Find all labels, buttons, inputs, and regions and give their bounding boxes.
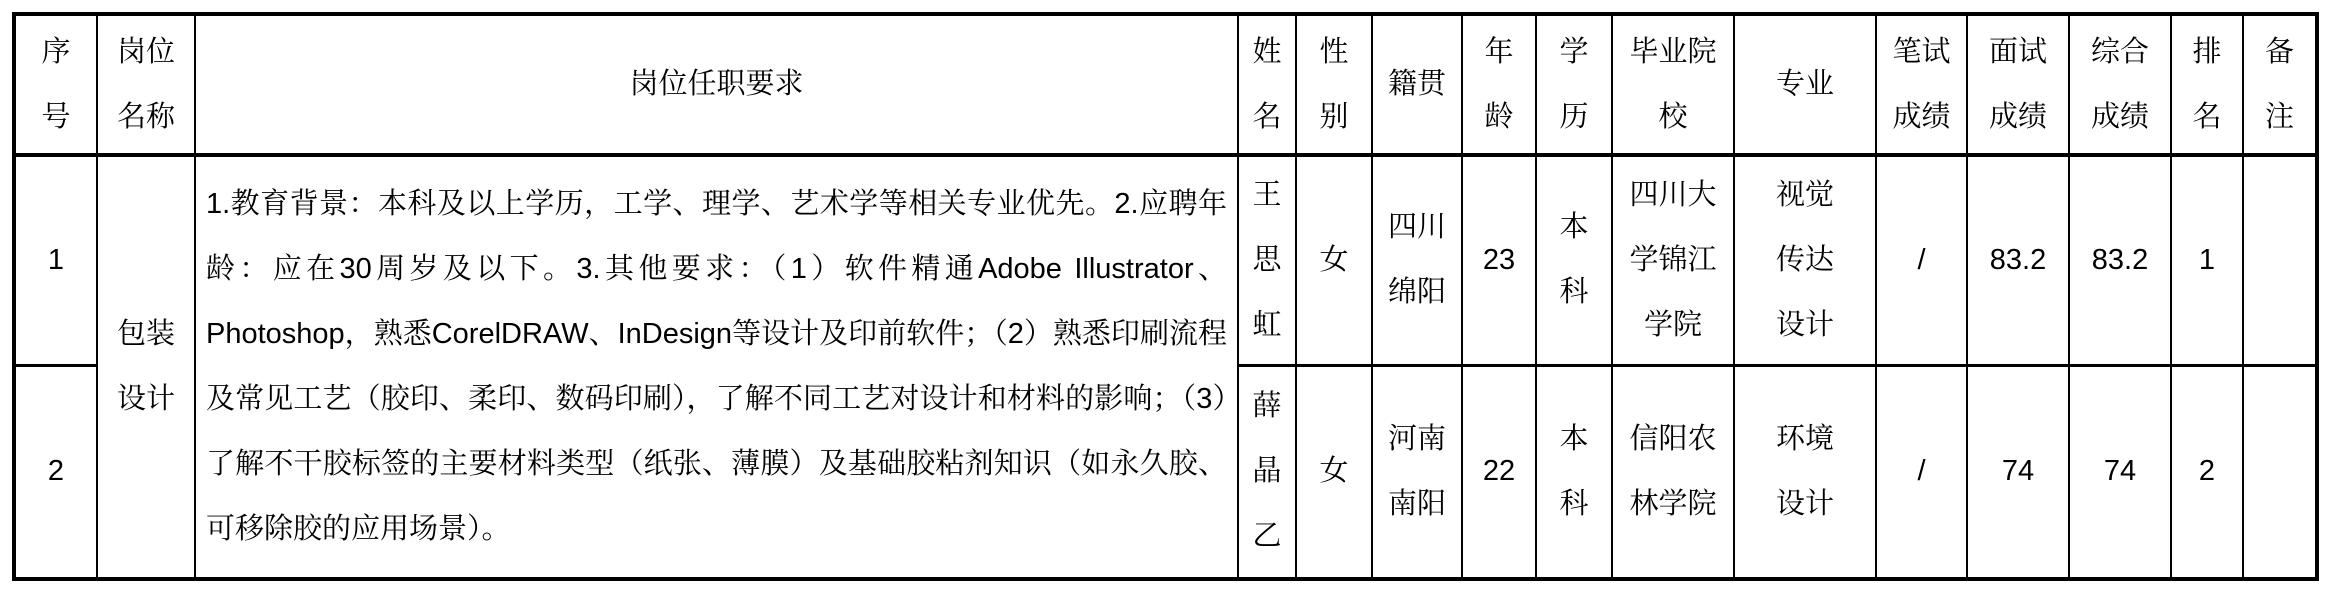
cell-rank: 2 xyxy=(2171,365,2243,579)
col-header-name-label: 姓名 xyxy=(1252,35,1282,133)
col-header-rank xyxy=(2171,14,2243,155)
cell-gender xyxy=(1296,155,1372,365)
col-header-overall-score-label: 综合成绩 xyxy=(2090,35,2149,133)
cell-age: 22 xyxy=(1462,365,1536,579)
cell-name xyxy=(1238,155,1296,365)
table-header-row xyxy=(14,14,2317,155)
school-text: 信阳农林学院 xyxy=(1629,422,1717,520)
cell-major xyxy=(1734,155,1876,365)
native-place-text: 河南南阳 xyxy=(1387,422,1446,520)
col-header-school-label: 毕业院校 xyxy=(1629,35,1717,133)
cell-native-place xyxy=(1372,155,1462,365)
col-header-gender-label: 性别 xyxy=(1319,35,1349,133)
col-header-major-label: 专业 xyxy=(1775,68,1834,100)
major-text: 视觉传达设计 xyxy=(1775,178,1834,341)
col-header-position-name-label: 岗位名称 xyxy=(116,35,175,133)
cell-overall-score: 83.2 xyxy=(2069,155,2171,365)
school-text: 四川大学锦江学院 xyxy=(1629,178,1717,341)
col-header-written-score xyxy=(1876,14,1967,155)
cell-education xyxy=(1536,365,1612,579)
table-row xyxy=(14,155,2317,365)
col-header-remarks-label: 备注 xyxy=(2264,35,2294,133)
cell-interview-score: 83.2 xyxy=(1967,155,2069,365)
col-header-interview-score xyxy=(1967,14,2069,155)
cell-position-name xyxy=(97,155,195,579)
candidate-name-text: 王思虹 xyxy=(1252,178,1282,341)
cell-written-score: / xyxy=(1876,155,1967,365)
cell-gender xyxy=(1296,365,1372,579)
education-text: 本科 xyxy=(1559,211,1589,309)
col-header-written-score-label: 笔试成绩 xyxy=(1892,35,1951,133)
col-header-rank-label: 排名 xyxy=(2192,35,2222,133)
cell-interview-score: 74 xyxy=(1967,365,2069,579)
cell-requirements: 1.教育背景：本科及以上学历，工学、理学、艺术学等相关专业优先。2.应聘年龄：应在30周岁及以下。3.其他要求：（1）软件精通Adobe Illustrator、Photoshop，熟悉CorelDRAW、InDesign等设计及印前软件；（2）熟悉印刷流程及常见工艺（胶印、柔印、数码印刷），了解不同工艺对设计和材料的影响；（3）了解不干胶标签的主要材料类型（纸张、薄膜）及基础胶粘剂知识（如永久胶、可移除胶的应用场景）。 xyxy=(195,155,1238,579)
col-header-education-label: 学历 xyxy=(1559,35,1589,133)
gender-text: 女 xyxy=(1319,243,1349,276)
cell-remark xyxy=(2243,365,2317,579)
cell-written-score: / xyxy=(1876,365,1967,579)
cell-school xyxy=(1612,155,1734,365)
col-header-name xyxy=(1238,14,1296,155)
col-header-native-place xyxy=(1372,14,1462,155)
cell-serial: 2 xyxy=(14,365,97,579)
col-header-major xyxy=(1734,14,1876,155)
col-header-age xyxy=(1462,14,1536,155)
col-header-native-place-label: 籍贯 xyxy=(1387,68,1446,100)
candidate-name-text: 薛晶乙 xyxy=(1252,390,1282,553)
col-header-interview-score-label: 面试成绩 xyxy=(1988,35,2047,133)
col-header-requirements-label: 岗位任职要求 xyxy=(629,68,804,100)
native-place-text: 四川绵阳 xyxy=(1387,211,1446,309)
cell-remark xyxy=(2243,155,2317,365)
col-header-serial xyxy=(14,14,97,155)
cell-rank: 1 xyxy=(2171,155,2243,365)
cell-age: 23 xyxy=(1462,155,1536,365)
col-header-education xyxy=(1536,14,1612,155)
col-header-serial-label: 序号 xyxy=(41,35,71,133)
position-name-text: 包装设计 xyxy=(116,318,175,415)
recruitment-results-table xyxy=(12,12,2319,581)
gender-text: 女 xyxy=(1319,455,1349,488)
cell-education xyxy=(1536,155,1612,365)
cell-overall-score: 74 xyxy=(2069,365,2171,579)
col-header-remarks xyxy=(2243,14,2317,155)
education-text: 本科 xyxy=(1559,422,1589,520)
col-header-age-label: 年龄 xyxy=(1484,35,1514,133)
col-header-position-name xyxy=(97,14,195,155)
cell-name xyxy=(1238,365,1296,579)
cell-school xyxy=(1612,365,1734,579)
major-text: 环境设计 xyxy=(1775,422,1834,520)
col-header-overall-score xyxy=(2069,14,2171,155)
col-header-gender xyxy=(1296,14,1372,155)
col-header-school xyxy=(1612,14,1734,155)
cell-serial: 1 xyxy=(14,155,97,365)
cell-major xyxy=(1734,365,1876,579)
cell-native-place xyxy=(1372,365,1462,579)
col-header-requirements xyxy=(195,14,1238,155)
